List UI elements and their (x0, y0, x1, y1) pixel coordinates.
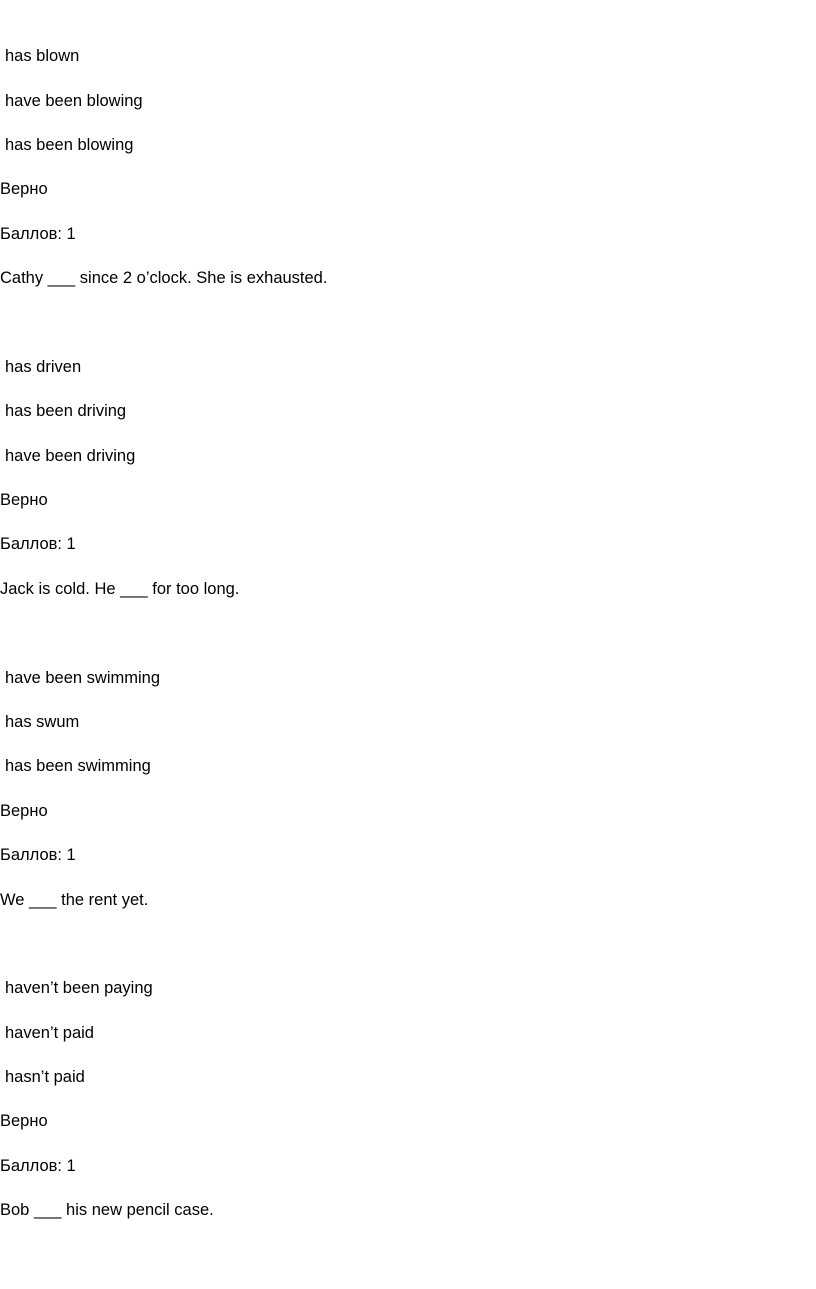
answer-option[interactable]: has been driving (5, 402, 127, 420)
score-label: Баллов: 1 (0, 1157, 76, 1175)
answer-option[interactable]: haven’t paid (5, 1024, 94, 1042)
result-label: Верно (0, 802, 48, 820)
answer-option[interactable]: has been swimming (5, 757, 151, 775)
result-label: Верно (0, 180, 48, 198)
answer-option[interactable]: have been driving (5, 447, 136, 465)
question-text: Bob ___ his new pencil case. (0, 1201, 214, 1219)
score-label: Баллов: 1 (0, 225, 76, 243)
score-label: Баллов: 1 (0, 535, 76, 553)
answer-option[interactable]: hasn’t paid (5, 1068, 85, 1086)
answer-option[interactable]: has driven (5, 358, 82, 376)
answer-option[interactable]: haven’t been paying (5, 979, 153, 997)
answer-option[interactable]: have been swimming (5, 669, 160, 687)
result-label: Верно (0, 1112, 48, 1130)
answer-option[interactable]: have been blowing (5, 92, 143, 110)
question-text: We ___ the rent yet. (0, 891, 149, 909)
answer-option[interactable]: has been blowing (5, 136, 134, 154)
answer-option[interactable]: has blown (5, 47, 80, 65)
result-label: Верно (0, 491, 48, 509)
question-text: Jack is cold. He ___ for too long. (0, 580, 240, 598)
question-text: Cathy ___ since 2 o’clock. She is exhausted. (0, 269, 328, 287)
answer-option[interactable]: has swum (5, 713, 80, 731)
score-label: Баллов: 1 (0, 846, 76, 864)
